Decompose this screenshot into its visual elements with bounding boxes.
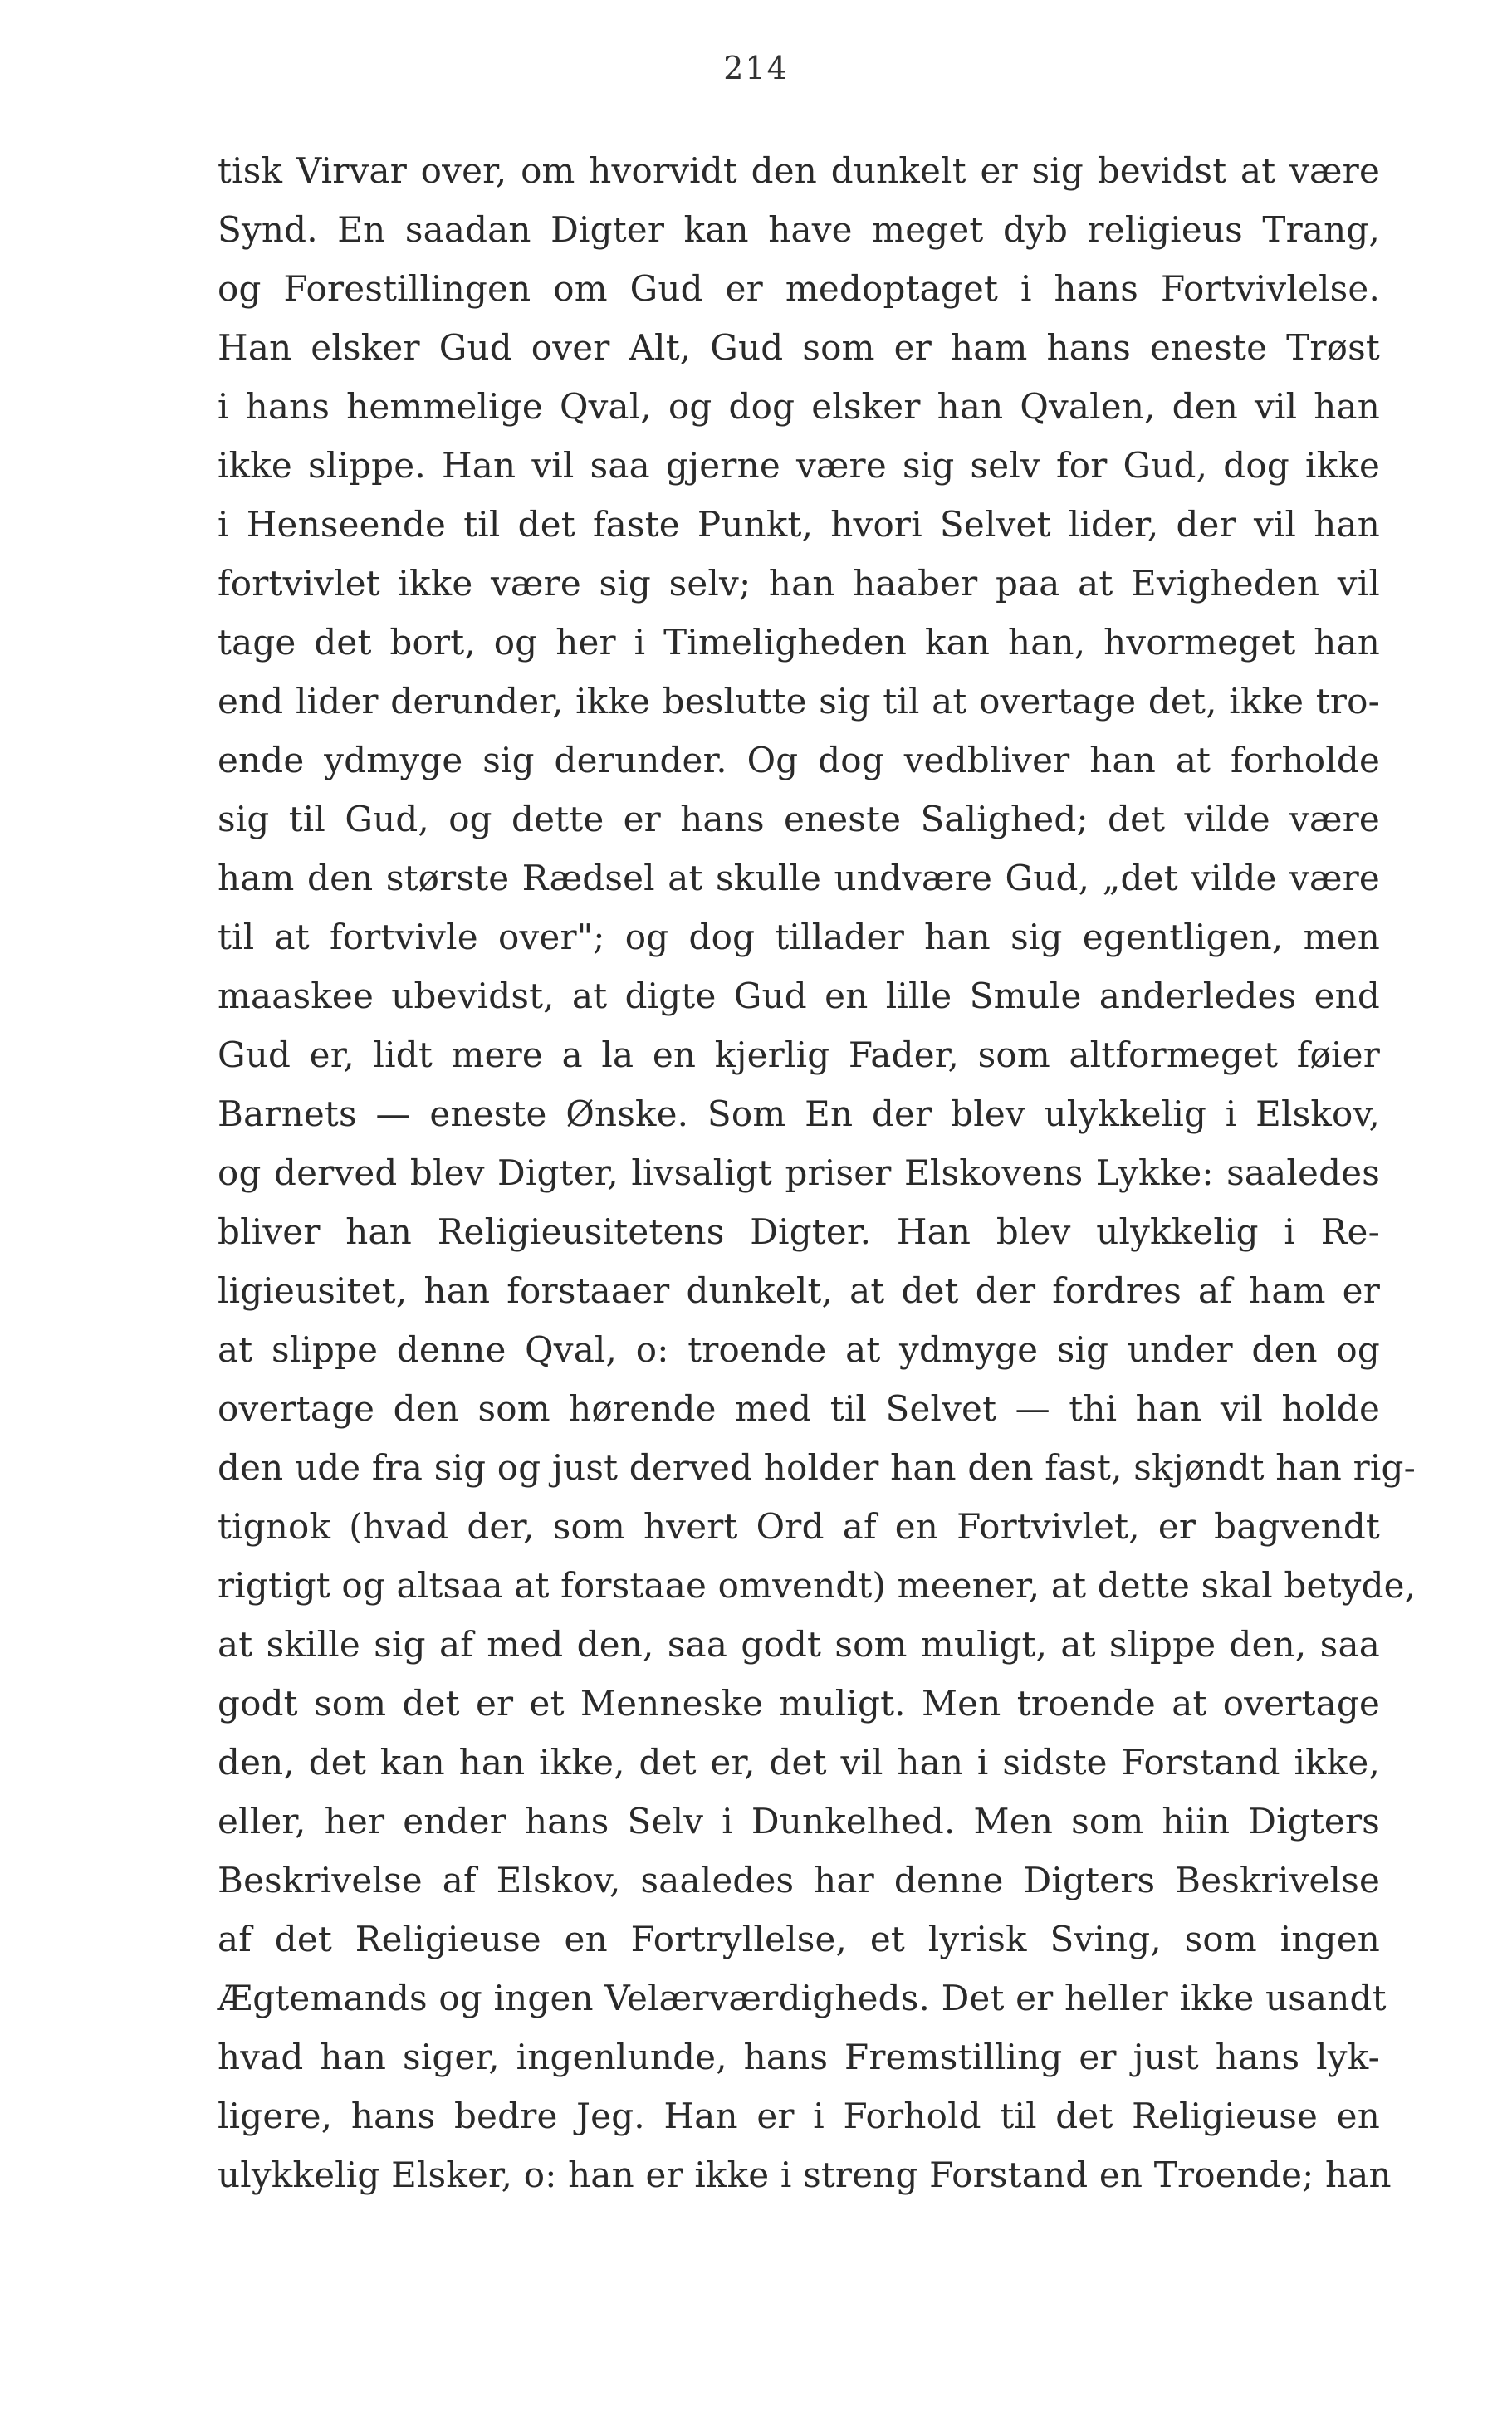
text-line: den, det kan han ikke, det er, det vil han i sidste Forstand ikke,: [218, 1742, 1380, 1783]
text-line: Beskrivelse af Elskov, saaledes har denne Digters Beskrivelse: [218, 1860, 1380, 1900]
text-line: tisk Virvar over, om hvorvidt den dunkelt er sig bevidst at være: [218, 150, 1380, 191]
text-line: fortvivlet ikke være sig selv; han haaber paa at Evigheden vil: [218, 563, 1380, 604]
body-text: [218, 141, 1417, 2204]
text-line: i hans hemmelige Qval, og dog elsker han Qvalen, den vil han: [218, 386, 1380, 427]
text-line: end lider derunder, ikke beslutte sig til at overtage det, ikke tro-: [218, 681, 1380, 722]
text-line: ligieusitet, han forstaaer dunkelt, at det der fordres af ham er: [218, 1270, 1380, 1311]
text-line: i Henseende til det faste Punkt, hvori Selvet lider, der vil han: [218, 504, 1380, 545]
text-line: hvad han siger, ingenlunde, hans Fremstilling er just hans lyk-: [218, 2037, 1380, 2077]
text-line: tage det bort, og her i Timeligheden kan han, hvormeget han: [218, 622, 1380, 663]
text-line: bliver han Religieusitetens Digter. Han blev ulykkelig i Re-: [218, 1211, 1380, 1252]
text-line: ligere, hans bedre Jeg. Han er i Forhold til det Religieuse en: [218, 2096, 1380, 2136]
text-line: ende ydmyge sig derunder. Og dog vedbliver han at forholde: [218, 740, 1380, 780]
text-line: sig til Gud, og dette er hans eneste Salighed; det vilde være: [218, 799, 1380, 839]
text-line: rigtigt og altsaa at forstaae omvendt) meener, at dette skal betyde,: [218, 1565, 1417, 1606]
text-line: ham den største Rædsel at skulle undvære Gud, „det vilde være: [218, 858, 1380, 898]
text-line: til at fortvivle over"; og dog tillader han sig egentligen, men: [218, 917, 1380, 957]
text-line: og Forestillingen om Gud er medoptaget i hans Fortvivlelse.: [218, 268, 1380, 309]
text-line: Han elsker Gud over Alt, Gud som er ham hans eneste Trøst: [218, 327, 1380, 368]
text-line: ulykkelig Elsker, o: han er ikke i streng Forstand en Troende; han: [218, 2155, 1392, 2195]
page-number: 214: [723, 50, 789, 86]
text-line: godt som det er et Menneske muligt. Men troende at overtage: [218, 1683, 1380, 1724]
text-line: Gud er, lidt mere a la en kjerlig Fader, som altformeget føier: [218, 1035, 1380, 1075]
text-line: at skille sig af med den, saa godt som muligt, at slippe den, saa: [218, 1624, 1380, 1665]
text-line: tignok (hvad der, som hvert Ord af en Fortvivlet, er bagvendt: [218, 1506, 1380, 1547]
text-line: og derved blev Digter, livsaligt priser Elskovens Lykke: saaledes: [218, 1152, 1380, 1193]
text-line: ikke slippe. Han vil saa gjerne være sig selv for Gud, dog ikke: [218, 445, 1380, 486]
text-line: Barnets — eneste Ønske. Som En der blev ulykkelig i Elskov,: [218, 1093, 1380, 1134]
text-line: af det Religieuse en Fortryllelse, et lyrisk Sving, som ingen: [218, 1919, 1380, 1959]
text-line: overtage den som hørende med til Selvet — thi han vil holde: [218, 1388, 1380, 1429]
text-line: at slippe denne Qval, o: troende at ydmyge sig under den og: [218, 1329, 1380, 1370]
text-line: eller, her ender hans Selv i Dunkelhed. Men som hiin Digters: [218, 1801, 1380, 1842]
text-line: Synd. En saadan Digter kan have meget dyb religieus Trang,: [218, 209, 1380, 250]
text-line: maaskee ubevidst, at digte Gud en lille Smule anderledes end: [218, 976, 1380, 1016]
text-line: den ude fra sig og just derved holder han den fast, skjøndt han rig-: [218, 1447, 1416, 1488]
text-line: Ægtemands og ingen Velærværdigheds. Det er heller ikke usandt: [218, 1978, 1387, 2018]
